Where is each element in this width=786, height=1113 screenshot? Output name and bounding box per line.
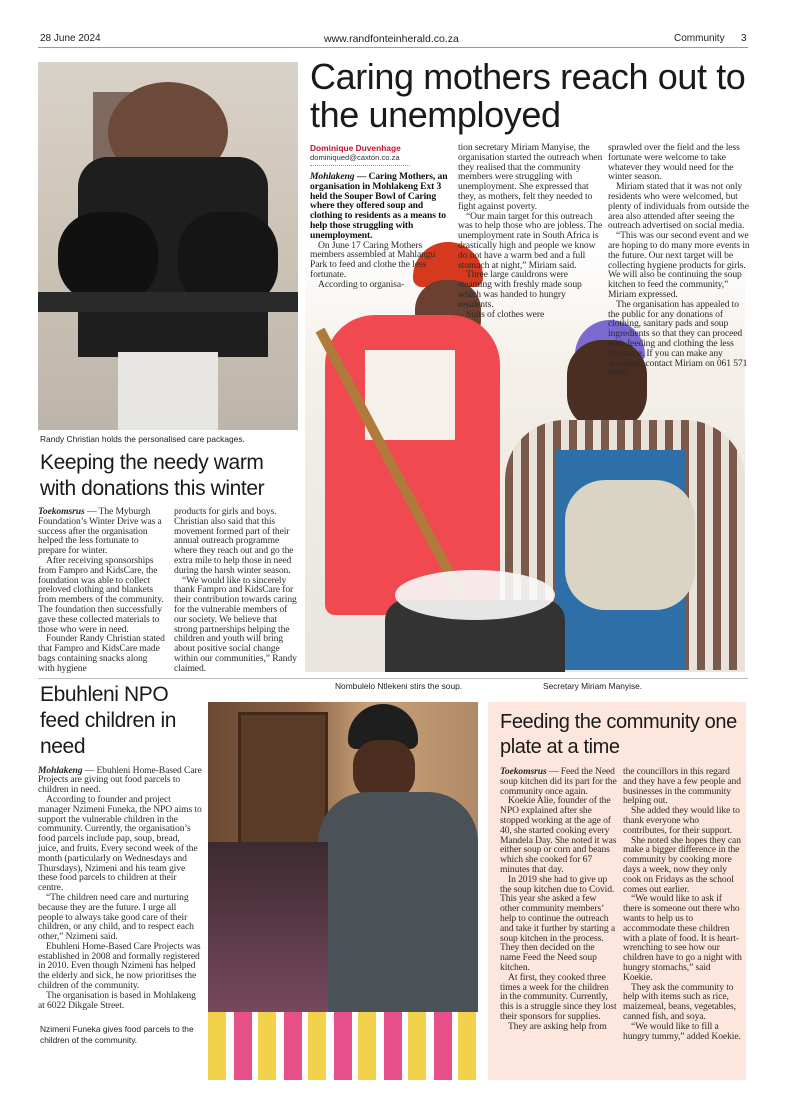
story3-column-1 (38, 766, 202, 1011)
paragraph-text: “We would like to fill a hungry tummy,” added Koekie. (623, 1020, 741, 1042)
story2-column-1 (38, 507, 166, 674)
dateline: Mohlakeng (310, 171, 355, 182)
byline (310, 143, 453, 166)
paragraph-text: At first, they cooked three times a week for the children in the community. Currently, this is a struggle since they lost their sponsors for supplies. (500, 971, 617, 1022)
paragraph-text: sprawled over the field and the less fortunate were welcome to take whatever they would need for the winter season. (608, 142, 740, 183)
paragraph-text: In 2019 she had to give up the soup kitchen due to Covid. This year she asked a few other community members’ help to continue the outreach and take it further by starting a soup kitchen in the process. They then decided on the name Feed the Need soup kitchen. (500, 873, 615, 973)
dateline: Toekomsrus (500, 766, 547, 777)
paragraph (623, 983, 742, 1022)
paragraph (38, 893, 202, 942)
paragraph (458, 310, 603, 320)
paragraph (38, 507, 166, 556)
paragraph-text: “We would like to ask if there is someone out there who wants to help us to accommodate these children with a plate of food. It is heart-wrenching to see how our children have to go a night with hungry stomachs,” said Koekie. (623, 893, 742, 983)
paragraph (623, 836, 742, 895)
paragraph-text: The organisation is based in Mohlakeng at 6022 Dikgale Street. (38, 989, 196, 1011)
paragraph (608, 231, 750, 300)
paragraph (458, 270, 603, 309)
paragraph-text: Three large cauldrons were steaming with freshly made soup which was handed to hungry residents. (458, 269, 582, 310)
paragraph-text: — Ebuhleni Home-Based Care Projects are giving out food parcels to children in need. (38, 764, 202, 796)
paragraph-text: “This was our second event and we are hoping to do many more events in the future. Our next target will be collecting hygiene products for girls. We will also be continuing the soup kitchen to feed the community,” Miriam expressed. (608, 230, 750, 300)
story3 (38, 679, 202, 1046)
paragraph-text: Suits of clothes were (466, 308, 545, 320)
paragraph (458, 143, 603, 212)
paragraph-text: tion secretary Miriam Manyise, the organisation started the outreach when they realised that the community members were struggling with unemployment. She expressed that they, as mothers, felt they needed to fight against poverty. (458, 142, 603, 212)
story1-column-1 (310, 172, 453, 290)
paragraph-text: — Feed the Need soup kitchen did its part for the community once again. (500, 766, 617, 797)
dateline: Mohlakeng (38, 764, 83, 776)
story1-column-3 (608, 143, 750, 378)
dateline: Toekomsrus (38, 506, 85, 517)
paragraph-text: “Our main target for this outreach was to help those who are jobless. The unemployment rate in South Africa is drastically high and people we know do not have a warm bed and a full stomach at night,” Miriam said. (458, 210, 603, 271)
paragraph-text: According to organisa- (318, 278, 405, 290)
story1 (310, 58, 752, 378)
paragraph-text: — The Myburgh Foundation’s Winter Drive was a success after the organisation helped the less fortunate to prepare for winter. (38, 506, 162, 557)
paragraph-text: “We would like to sincerely thank Fampro and KidsCare for their contribution towards caring for the vulnerable members of our society. We believe that strong partnerships helping the children and youth will bring about positive social change within our communities,” Randy claimed. (174, 574, 297, 674)
headline-feeding-community: Feeding the community one plate at a time (500, 711, 737, 758)
paragraph-text: “The children need care and nurturing because they are the future. I urge all people to always take good care of their children, or any child, and to respect each other,” Nzimeni said. (38, 891, 194, 943)
author-name: Dominique Duvenhage (310, 143, 401, 153)
paragraph (310, 172, 453, 241)
paragraph (623, 1022, 742, 1042)
paragraph (623, 767, 742, 806)
paragraph (500, 1022, 617, 1032)
paragraph (38, 942, 202, 991)
paragraph (500, 973, 617, 1022)
paragraph-text: — Caring Mothers, an organisation in Mohlakeng Ext 3 held the Souper Bowl of Caring where they offered soup and clothing to residents as a means to help those struggling with unemployment. (310, 171, 448, 241)
paragraph-text: On June 17 Caring Mothers members assembled at Mahlangu Park to feed and clothe the less fortunate. (310, 239, 436, 280)
paragraph-text: They are asking help from (508, 1020, 607, 1032)
paragraph-text: She added they would like to thank everyone who contributes, for their support. (623, 805, 740, 836)
issue-date: 28 June 2024 (40, 33, 101, 44)
paragraph-text: products for girls and boys. Christian also said that this movement formed part of their annual outreach programme where they reach out and go the extra mile to help those in need during the harsh winter season. (174, 506, 294, 576)
paragraph (310, 241, 453, 280)
photo-caption: Secretary Miriam Manyise. (543, 681, 643, 691)
paragraph (174, 507, 301, 576)
paragraph-text: They ask the community to help with items such as rice, maizemeal, beans, vegetables, canned fish, and soya. (623, 981, 736, 1022)
story1-column-2 (458, 143, 603, 319)
photo-randy-christian (38, 62, 298, 430)
paragraph (38, 991, 202, 1011)
paragraph (623, 806, 742, 835)
paragraph-text: After receiving sponsorships from Fampro and KidsCare, the foundation was able to collect preloved clothing and blankets from members of the community. The foundation then successfully gave these collected materials to those who were in need. (38, 554, 164, 635)
paragraph-text: Koekie Alie, founder of the NPO explained after she stopped working at the age of 40, she started cooking every Mandela Day. She noted it was either soup or corn and beans which she cooked for 67 minutes that day. (500, 795, 617, 875)
photo-caption: Nzimeni Funeka gives food parcels to the children of the community. (40, 1024, 194, 1045)
photo-caption: Randy Christian holds the personalised care packages. (40, 434, 245, 444)
story4-column-2 (623, 767, 742, 1041)
story2-column-2 (174, 507, 301, 674)
paragraph (500, 875, 617, 973)
paragraph-text: Ebuhleni Home-Based Care Projects was established in 2008 and formally registered in 2010. Even though Nzimeni has helped the elderly and sick, he now prioritises the children of the community. (38, 940, 201, 992)
headline-keeping-needy-warm: Keeping the needy warm with donations this winter (40, 451, 265, 500)
headline-caring-mothers: Caring mothers reach out to the unemployed (310, 56, 746, 135)
story1-column-1-wrap (310, 143, 453, 290)
paragraph (608, 300, 750, 378)
paragraph-text: She noted she hopes they can make a bigger difference in the community by cooking more days a week, now they only cook on Fridays as the school comes out earlier. (623, 834, 741, 895)
paragraph-text: Founder Randy Christian stated that Fampro and KidsCare made bags containing snacks along with hygiene (38, 633, 165, 674)
paragraph (310, 280, 453, 290)
paragraph (174, 576, 301, 674)
paragraph (608, 182, 750, 231)
paragraph-text: Miriam stated that it was not only residents who were welcomed, but plenty of individuals from outside the area also attended after seeing the outreach advertised on social media. (608, 181, 749, 232)
feature-box (488, 702, 746, 1080)
paragraph-text: the councillors in this regard and they have a few people and businesses in the community helping out. (623, 766, 741, 807)
photo-food-parcels (208, 702, 478, 1080)
paragraph (38, 795, 202, 893)
section-name: Community (674, 33, 725, 44)
paragraph (623, 894, 742, 982)
photo-caption: Nombulelo Ntlekeni stirs the soup. (335, 681, 463, 691)
paragraph (500, 767, 617, 796)
paragraph (500, 796, 617, 874)
headline-ebuhleni-npo: Ebuhleni NPO feed children in need (40, 682, 177, 758)
paragraph (608, 143, 750, 182)
header-divider (38, 47, 748, 48)
paragraph (38, 766, 202, 795)
story4-column-1 (500, 767, 617, 1032)
site-url[interactable]: www.randfonteinherald.co.za (324, 33, 459, 45)
paragraph-text: The organisation has appealed to the public for any donations of clothing, sanitary pads and soup ingredients so that they can proceed with feeding and clothing the less fortunate. If you can make any donation, contact Miriam on 061 571 0466. (608, 298, 748, 379)
page-number: 3 (741, 33, 747, 44)
paragraph (458, 212, 603, 271)
paragraph (38, 556, 166, 634)
paragraph (38, 634, 166, 673)
paragraph-text: According to founder and project manager Nzimeni Funeka, the NPO aims to support the vulnerable children in the community. Currently, the organisation’s food parcels include pap, soup, bread, juice, and fruits. Every second week of the month (particularly on Wednesdays and Thursdays), Nzimeni and his team give these food parcels to children at their centre. (38, 793, 202, 894)
author-email[interactable]: dominiqued@caxton.co.za (310, 153, 410, 166)
